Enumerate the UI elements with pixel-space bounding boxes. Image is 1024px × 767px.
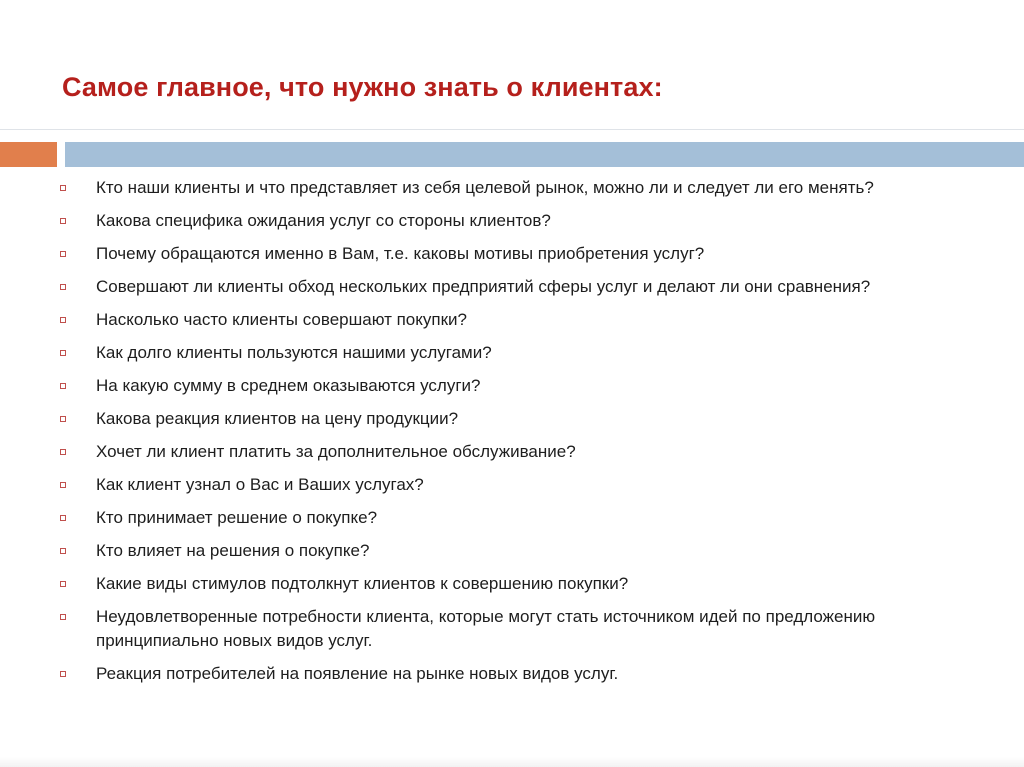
bullet-text: На какую сумму в среднем оказываются услуги? — [96, 376, 481, 395]
bullet-item — [0, 242, 1024, 266]
bullet-item — [0, 209, 1024, 233]
bullet-text: Кто влияет на решения о покупке? — [96, 541, 370, 560]
bullet-text: Кто принимает решение о покупке? — [96, 508, 378, 527]
hollow-square-bullet-icon — [60, 614, 66, 620]
bullet-item — [0, 605, 1024, 653]
bullet-item — [0, 440, 1024, 464]
bullet-list — [0, 176, 1024, 695]
bullet-item — [0, 407, 1024, 431]
bullet-text: Как долго клиенты пользуются нашими услугами? — [96, 343, 492, 362]
hollow-square-bullet-icon — [60, 671, 66, 677]
bullet-text: Кто наши клиенты и что представляет из себя целевой рынок, можно ли и следует ли его менять? — [96, 178, 874, 197]
bullet-text: Хочет ли клиент платить за дополнительное обслуживание? — [96, 442, 576, 461]
bullet-text: Какова реакция клиентов на цену продукции? — [96, 409, 459, 428]
bullet-item — [0, 662, 1024, 686]
hollow-square-bullet-icon — [60, 218, 66, 224]
bullet-item — [0, 341, 1024, 365]
hollow-square-bullet-icon — [60, 284, 66, 290]
bullet-text: Совершают ли клиенты обход нескольких предприятий сферы услуг и делают ли они сравнения? — [96, 277, 871, 296]
bullet-item — [0, 275, 1024, 299]
slide-title: Самое главное, что нужно знать о клиентах: — [62, 72, 663, 102]
hollow-square-bullet-icon — [60, 515, 66, 521]
hollow-square-bullet-icon — [60, 317, 66, 323]
hollow-square-bullet-icon — [60, 416, 66, 422]
accent-bar-blue — [65, 142, 1024, 167]
hollow-square-bullet-icon — [60, 350, 66, 356]
bullet-item — [0, 506, 1024, 530]
bullet-text: Неудовлетворенные потребности клиента, которые могут стать источником идей по предложению принципиально новых видов услуг. — [96, 607, 876, 650]
title-divider-line — [0, 129, 1024, 130]
hollow-square-bullet-icon — [60, 251, 66, 257]
bullet-item — [0, 572, 1024, 596]
bullet-item — [0, 539, 1024, 563]
hollow-square-bullet-icon — [60, 383, 66, 389]
bullet-text: Почему обращаются именно в Вам, т.е. каковы мотивы приобретения услуг? — [96, 244, 705, 263]
hollow-square-bullet-icon — [60, 581, 66, 587]
bullet-text: Реакция потребителей на появление на рынке новых видов услуг. — [96, 664, 619, 683]
bullet-item — [0, 473, 1024, 497]
bullet-item — [0, 176, 1024, 200]
bullet-text: Какова специфика ожидания услуг со стороны клиентов? — [96, 211, 551, 230]
hollow-square-bullet-icon — [60, 449, 66, 455]
accent-bar-orange — [0, 142, 57, 167]
bullet-text: Какие виды стимулов подтолкнут клиентов к совершению покупки? — [96, 574, 629, 593]
hollow-square-bullet-icon — [60, 548, 66, 554]
hollow-square-bullet-icon — [60, 185, 66, 191]
bullet-item — [0, 374, 1024, 398]
bullet-text: Насколько часто клиенты совершают покупки? — [96, 310, 467, 329]
hollow-square-bullet-icon — [60, 482, 66, 488]
bullet-text: Как клиент узнал о Вас и Ваших услугах? — [96, 475, 424, 494]
bullet-item — [0, 308, 1024, 332]
